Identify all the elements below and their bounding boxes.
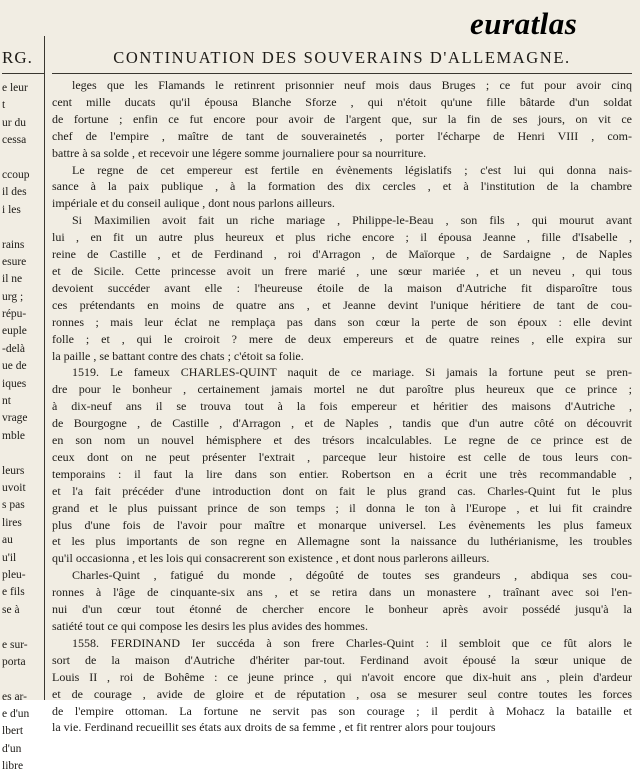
left-column-line [0, 150, 44, 167]
left-column-line: e leur [2, 82, 28, 94]
left-column-line: leurs [2, 464, 25, 477]
text-line: dre pour le bonheur , certainement jamais mortel ne dut paroître plus heureux que ce prince ; [52, 382, 632, 397]
text-line: lui , en fit un autre plus heureux et plus riche encore ; il épousa Jeanne , fille d'Isabelle , [52, 230, 632, 245]
text-line: cent mille ducats qu'il épousa Blanche Sforze , qui n'étoit qu'une fille bâtarde d'un soldat [52, 94, 632, 109]
left-column-line: vrage [2, 412, 28, 425]
euratlas-watermark: euratlas [470, 6, 578, 41]
text-line: ces prétendants en moins de quatre ans , et Jeanne devint l'unique héritiere de tant de cou- [52, 297, 632, 312]
left-column-line: ur du [2, 116, 26, 129]
left-column-line: e fils [2, 586, 25, 599]
text-line: Charles-Quint , fatigué du monde , dégoûté de toutes ses grandeurs , abdiqua ses cou- [72, 568, 632, 583]
left-column-line [0, 619, 44, 636]
text-line: temporains : il faut la lire dans son entier. Robertson en a écrit une très recommandable , [52, 466, 632, 481]
left-column-header: RG. [2, 48, 44, 74]
left-column-line: cessa [2, 134, 27, 147]
text-line: la vie. Ferdinand recueillit ses états aux droits de sa femme , et fit rentrer alors pour toujours [52, 720, 496, 735]
left-column-line: i les [2, 203, 21, 216]
left-column-line [0, 671, 44, 688]
text-line: 1558. FERDINAND Ier succéda à son frere Charles-Quint : il sembloit que ce fût alors le [72, 635, 632, 650]
text-line: leges que les Flamands le retinrent prisonnier neuf mois daus Bruges ; ce fut pour avoir cinq [72, 78, 632, 92]
left-column-line: lbert [2, 725, 24, 738]
left-column-line: u'il [2, 551, 17, 564]
left-column-lines [0, 80, 44, 776]
page-title: CONTINUATION DES SOUVERAINS D'ALLEMAGNE. [52, 48, 632, 74]
left-column-line: mble [2, 429, 25, 442]
text-line: et les plus importants de son regne en Allemagne sont la naissance du luthérianisme, les troubles [52, 534, 632, 549]
left-column-line: porta [2, 655, 26, 668]
text-line: qu'il occasionna , et les lois qui consacrerent son existence , et dont nous parlerons ailleurs. [52, 551, 490, 566]
left-column-line: se à [2, 603, 20, 616]
left-column-line [0, 219, 44, 236]
paragraph [52, 162, 632, 213]
text-line: de Bourgogne , de Castille , d'Arragon , et de Naples , tandis que d'un autre côté on découvrit [52, 416, 632, 431]
left-column-line: il ne [2, 273, 23, 286]
text-line: devoient succéder avant elle : l'heureuse étoile de la maison d'Autriche fit disparoître tous [52, 280, 632, 295]
left-column-line: au [2, 534, 13, 547]
left-column-line: pleu- [2, 568, 26, 581]
left-column-line: nt [2, 395, 11, 408]
text-line: sort de la maison d'Autriche d'hériter par-tout. Ferdinand avoit épousé la sœur unique de [52, 652, 632, 667]
text-line: et l'a fait précéder d'une introduction dont on fait le plus grand cas. Charles-Quint fut le plus [52, 483, 632, 498]
left-column-line: s pas [2, 499, 25, 512]
text-line: et de courage , avide de gloire et de réputation , osa se mesurer seul contre toutes les forces [52, 686, 632, 701]
text-line: ronnes ; mais leur éclat ne remplaça pas dans son cœur la perte de son époux : elle devint [52, 314, 632, 329]
text-line: la paille , se battant contre des chats ; c'étoit sa folie. [52, 348, 304, 363]
left-column-line: urg ; [2, 290, 24, 303]
paragraph [52, 635, 632, 736]
left-column-line: il des [2, 186, 27, 199]
left-column-line: t [2, 99, 6, 112]
article-body [52, 77, 632, 736]
main-column [52, 36, 632, 735]
text-line: reine de Castille , et de Ferdinand , roi d'Arragon , de Maïorque , de Sardaigne , de Naples [52, 247, 632, 262]
text-line: impériale et du conseil aulique , dont nous parlons ailleurs. [52, 196, 335, 211]
paragraph [52, 364, 632, 567]
text-line: plus d'une fois de l'avoir pour maître et monarque universel. Les évènements les plus fameux [52, 517, 632, 532]
text-line: grand et le plus puissant prince de son temps ; il donna le ton à l'Europe , et lui fit craindre [52, 500, 632, 515]
left-column-line: lires [2, 516, 22, 529]
left-column-line: e d'un [2, 708, 30, 721]
left-column-line: euple [2, 325, 27, 338]
text-line: Le regne de cet empereur est fertile en évènements législatifs ; c'est lui qui donna nais- [72, 162, 632, 177]
left-column-line: ue de [2, 360, 27, 373]
text-line: ceux dont on ne peut présenter l'extrait , parceque leur histoire est celle de tous leurs con- [52, 449, 632, 464]
text-line: à dix-neuf ans il se trouva tout à la fois empereur et héritier des maisons d'Autriche , [52, 399, 632, 414]
left-column-line: iques [2, 377, 27, 390]
text-line: et de Sicile. Cette princesse avoit un frere marié , une sœur mariée , et un neveu , qui tous [52, 263, 632, 278]
text-line: de l'empire ottoman. La fortune ne servit pas son courage ; il perdit à Mohacz la bataille et [52, 703, 632, 718]
text-line: 1519. Le fameux CHARLES-QUINT naquit de ce mariage. Si jamais la fortune peut se pren- [72, 365, 632, 380]
text-line: en son nom un nouvel hémisphere et des trésors incalculables. Le regne de ce prince est de [52, 433, 632, 448]
text-line: ronnes à l'âge de cinquante-six ans , et se retira dans un monastere , traînant avec soi l'en- [52, 585, 632, 600]
left-column-line: esure [2, 255, 27, 268]
left-column-fragment [0, 36, 45, 773]
paragraph [52, 212, 632, 364]
left-column-line: e sur- [2, 638, 28, 651]
text-line: Louis II , roi de Bohême : ce jeune prince , qui n'avoit encore que dix-huit ans , plein d'ardeur [52, 669, 632, 684]
text-line: battre à sa solde , et recevoir une légere somme journaliere pour sa nourriture. [52, 145, 427, 160]
left-column-line: ccoup [2, 168, 30, 181]
left-column-line: libre [2, 760, 24, 773]
left-column-line: d'un [2, 742, 22, 755]
left-column-line: uvoit [2, 481, 26, 494]
left-column-line: es ar- [2, 690, 27, 703]
left-column-line: -delà [2, 342, 25, 355]
left-column-line: rains [2, 238, 25, 251]
left-column-line: répu- [2, 308, 27, 321]
paragraph [52, 567, 632, 635]
left-column-line [0, 445, 44, 462]
text-line: chef de l'empire , maître de tant de souverainetés , porter l'écharpe de Henri VIII , com- [52, 128, 632, 143]
text-line: nui d'un cœur tout étonné de chercher encore le bonheur après avoir possédé jusqu'à la [52, 602, 632, 617]
paragraph [52, 77, 632, 162]
text-line: de fortune ; enfin ce fut encore pour avoir de l'argent que, sur la fin de ses jours, on vit ce [52, 111, 632, 126]
text-line: Si Maximilien avoit fait un riche mariage , Philippe-le-Beau , son fils , qui mourut avant [72, 213, 632, 228]
text-line: folle ; et , qui le croiroit ? mere de deux empereurs et de quatre reines , elle expira sur [52, 331, 632, 346]
text-line: sance à la paix publique , à la formation des dix cercles , et à l'institution de la chambre [52, 179, 632, 194]
text-line: satiété tout ce qui compose les desirs les plus avides des hommes. [52, 619, 368, 633]
